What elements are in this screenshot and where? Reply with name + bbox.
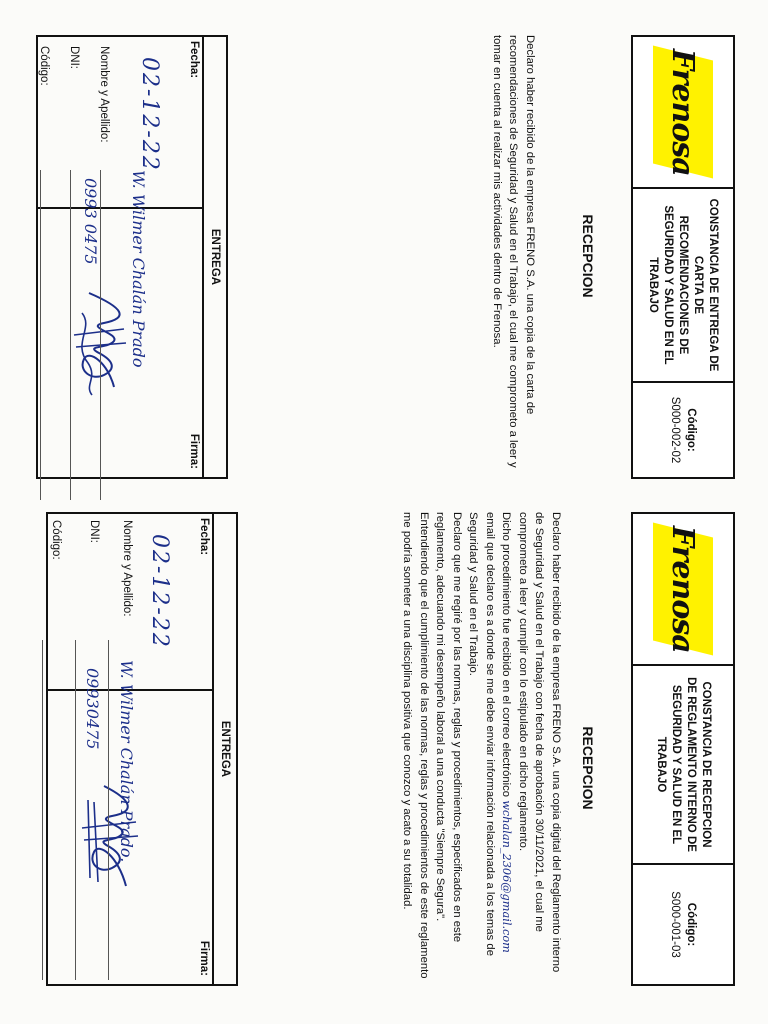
- signature-cell: [38, 207, 202, 477]
- signature-label: Firma:: [188, 433, 200, 469]
- frenosa-logo: Frenosa: [653, 46, 713, 179]
- code-line: [42, 640, 43, 980]
- regulation-form: [0, 512, 768, 1024]
- name-handwritten: W. Wilmer Chalán Prado: [129, 170, 148, 368]
- form-title: CONSTANCIA DE ENTREGA DE CARTA DE RECOMENDACIONES DE SEGURIDAD Y SALUD EN EL TRABAJO: [633, 189, 733, 383]
- name-handwritten: W. Wilmer Chalán Prado.: [117, 660, 136, 863]
- code-line: [40, 170, 41, 500]
- dni-line: [70, 170, 71, 500]
- date-label: Fecha:: [198, 518, 210, 556]
- date-label: Fecha:: [188, 41, 200, 79]
- frenosa-logo: Frenosa: [653, 523, 713, 656]
- form-title: CONSTANCIA DE RECEPCION DE REGLAMENTO INTERNO DE SEGURIDAD Y SALUD EN EL TRABAJO: [633, 666, 733, 865]
- code-value: S000-001-03: [669, 891, 681, 958]
- dni-handwritten: 0993 0475: [81, 178, 100, 265]
- code-field-label: Código:: [38, 46, 50, 86]
- table-title: ENTREGA: [202, 37, 226, 477]
- form-header: [631, 35, 735, 479]
- dni-line: [75, 640, 76, 980]
- name-label: Nombre y Apellido:: [121, 520, 133, 617]
- dni-label: DNI:: [88, 520, 100, 543]
- dni-label: DNI:: [68, 46, 80, 69]
- date-handwritten: 02-12-22: [137, 57, 162, 172]
- declaration-text: Declaro haber recibido de la empresa FRENO S.A. una copia de la carta de recomendaciones de Seguridad y Salud en el Trabajo, el cual me comprometo a leer y tomar en cuenta al realizar mis actividades dentro de Frenosa.: [491, 35, 536, 468]
- form-header: [631, 512, 735, 986]
- table-title: ENTREGA: [212, 514, 236, 984]
- form-code: [633, 865, 733, 984]
- section-title: RECEPCION: [580, 726, 596, 810]
- email-handwritten: wchalan_2306@gmail.com: [500, 800, 514, 953]
- name-line: [108, 640, 109, 980]
- dni-handwritten: 09930475: [83, 668, 102, 750]
- logo-cell: [633, 514, 733, 666]
- declaration-text: Declaro haber recibido de la empresa FRENO S.A. una copia digital del Reglamento interno de Seguridad y Salud en el Trabajo con fecha de aprobación 30/11/2021, el cual me comprometo a leer y cumplir con lo estipulado en dicho reglamento. Dicho procedimiento fue recibido en el correo electrónico wchalan_2306@gmail.com email que declaro es a donde se me debe enviar información relacionada a los temas de Seguridad y Salud en el Trabajo. Declaro que me regiré por las normas, reglas y procedimientos, especificados en este reglamento, adecuando mi desempeño laboral a una conducta "Siempre Segura". Entendiendo que el cumplimiento de las normas, reglas y procedimientos de este reglamento me podría someter a una disciplina positiva que conozco y acato a su totalidad.: [401, 512, 562, 979]
- code-label: Código:: [685, 408, 697, 452]
- code-value: S000-002-02: [669, 396, 681, 464]
- name-label: Nombre y Apellido:: [98, 46, 110, 143]
- form-code: [633, 383, 733, 477]
- name-line: [100, 170, 101, 500]
- signature-label: Firma:: [198, 940, 210, 976]
- code-label: Código:: [685, 902, 697, 947]
- signature-image: [74, 778, 154, 898]
- section-title: RECEPCION: [580, 214, 596, 298]
- code-field-label: Código:: [50, 520, 62, 560]
- logo-cell: [633, 37, 733, 189]
- date-cell: [38, 37, 202, 207]
- date-handwritten: 02-12-22: [147, 534, 172, 649]
